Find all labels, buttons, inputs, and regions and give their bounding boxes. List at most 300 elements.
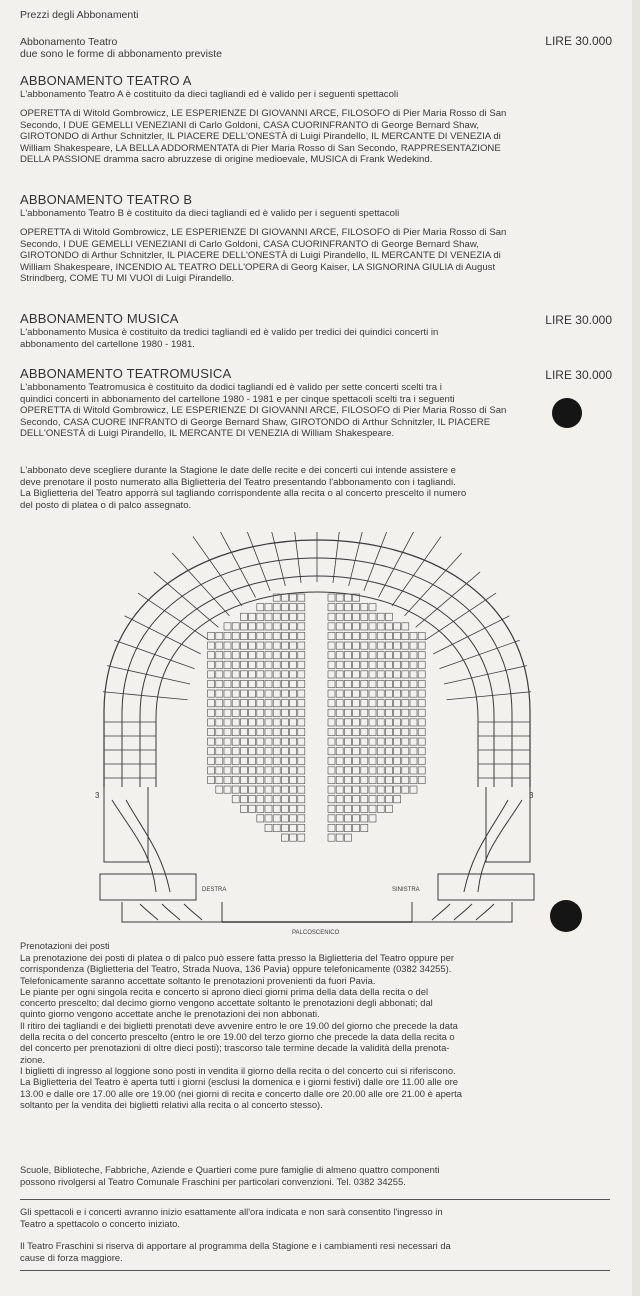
seat <box>281 719 288 726</box>
seat <box>232 786 239 793</box>
seat <box>257 632 264 639</box>
seat <box>410 652 417 659</box>
seat <box>336 671 343 678</box>
seat <box>298 594 305 601</box>
seat <box>240 700 247 707</box>
musica-heading: ABBONAMENTO MUSICA <box>20 311 179 326</box>
seat <box>385 652 392 659</box>
seat <box>224 671 231 678</box>
prenotazioni-line: corrispondenza (Biglietteria del Teatro, Strada Nuova, 136 Pavia) oppure telefonicamente (0382 34255). <box>20 963 452 975</box>
footer-line: cause di forza maggiore. <box>20 1251 123 1263</box>
seat <box>344 700 351 707</box>
seat <box>298 834 305 841</box>
seat <box>361 786 368 793</box>
seat <box>265 824 272 831</box>
seat <box>418 709 425 716</box>
seat <box>336 642 343 649</box>
seat <box>265 748 272 755</box>
prenotazioni-line: Il ritiro dei tagliandi e dei biglietti prenotati deve avvenire entro le ore 19.00 del giorno che precede la data <box>20 1019 458 1031</box>
seat <box>273 613 280 620</box>
seat <box>353 815 360 822</box>
seat <box>377 719 384 726</box>
seat <box>369 680 376 687</box>
seating-plan <box>92 532 542 944</box>
seat <box>344 623 351 630</box>
seat <box>281 671 288 678</box>
seat <box>418 690 425 697</box>
section-a-line: William Shakespeare, LA BELLA ADDORMENTATA di Pier Maria Rosso di San Secondo, RAPPRESENTAZIONE <box>20 142 501 154</box>
seat <box>377 786 384 793</box>
musica-body <box>20 327 615 350</box>
seat <box>265 690 272 697</box>
seat <box>290 767 297 774</box>
seat <box>410 757 417 764</box>
seat <box>265 642 272 649</box>
seat <box>249 623 256 630</box>
seat <box>410 786 417 793</box>
seat <box>344 661 351 668</box>
seat <box>377 796 384 803</box>
seat <box>281 709 288 716</box>
seat <box>298 767 305 774</box>
seat <box>249 613 256 620</box>
seat <box>361 767 368 774</box>
seat <box>240 748 247 755</box>
seat <box>208 767 215 774</box>
seat <box>344 604 351 611</box>
seat <box>402 709 409 716</box>
seat <box>353 709 360 716</box>
seat <box>216 776 223 783</box>
section-a-line: DELLA PASSIONE dramma sacro abruzzese di origine medioevale, MUSICA di Frank Wedekind. <box>20 154 433 165</box>
seat <box>418 700 425 707</box>
page-title: Prezzi degli Abbonamenti <box>20 9 139 21</box>
seat <box>232 767 239 774</box>
seat <box>377 805 384 812</box>
seat <box>265 613 272 620</box>
seat <box>281 690 288 697</box>
box-divider <box>378 532 418 597</box>
box-divider <box>138 593 209 640</box>
seat <box>361 613 368 620</box>
seat <box>281 824 288 831</box>
seat <box>369 728 376 735</box>
teatromusica-line: DELL'ONESTÀ di Luigi Pirandello, IL MERCANTE DI VENEZIA di William Shakespeare. <box>20 428 395 439</box>
seat <box>361 728 368 735</box>
seat <box>353 623 360 630</box>
seat <box>281 632 288 639</box>
section-a-heading: ABBONAMENTO TEATRO A <box>20 73 192 88</box>
seat <box>257 786 264 793</box>
seat <box>216 642 223 649</box>
seat <box>257 661 264 668</box>
seat <box>224 690 231 697</box>
seat <box>385 661 392 668</box>
seat <box>361 709 368 716</box>
seat <box>353 786 360 793</box>
seat <box>361 632 368 639</box>
seat <box>257 671 264 678</box>
seat <box>232 690 239 697</box>
seat <box>273 728 280 735</box>
seat <box>353 776 360 783</box>
seat <box>361 796 368 803</box>
seat <box>385 757 392 764</box>
seat <box>344 594 351 601</box>
seat <box>232 632 239 639</box>
seat <box>344 652 351 659</box>
seat <box>265 738 272 745</box>
seat <box>336 719 343 726</box>
seat <box>369 786 376 793</box>
seat <box>265 796 272 803</box>
seat <box>257 767 264 774</box>
seat <box>281 815 288 822</box>
seat <box>418 642 425 649</box>
seat <box>298 632 305 639</box>
box-divider <box>193 536 242 605</box>
seat <box>298 805 305 812</box>
seat <box>240 690 247 697</box>
seat <box>385 767 392 774</box>
notice-line: del posto di platea o di palco assegnato. <box>20 499 192 511</box>
seat <box>394 719 401 726</box>
punch-hole <box>550 900 582 932</box>
seat <box>298 709 305 716</box>
seat <box>336 824 343 831</box>
seat <box>298 680 305 687</box>
prenotazioni-line: soltanto per la vendita dei biglietti relativi alla recita o al concerto stesso). <box>20 1098 323 1110</box>
seat <box>336 623 343 630</box>
seat <box>249 757 256 764</box>
seat <box>208 709 215 716</box>
seat <box>240 642 247 649</box>
seat <box>224 632 231 639</box>
seat <box>249 642 256 649</box>
seat <box>232 776 239 783</box>
seat <box>353 690 360 697</box>
seat <box>394 680 401 687</box>
seat <box>290 738 297 745</box>
seat <box>281 748 288 755</box>
seat <box>328 728 335 735</box>
seat <box>402 776 409 783</box>
seat <box>257 738 264 745</box>
seat <box>402 786 409 793</box>
seat <box>216 748 223 755</box>
seat <box>353 680 360 687</box>
seat <box>281 623 288 630</box>
seat <box>281 652 288 659</box>
seat <box>240 719 247 726</box>
seat <box>336 690 343 697</box>
seat <box>290 642 297 649</box>
seat <box>257 690 264 697</box>
seat <box>249 805 256 812</box>
seat <box>353 728 360 735</box>
seat <box>377 728 384 735</box>
seat <box>344 757 351 764</box>
seat <box>257 613 264 620</box>
seat <box>344 671 351 678</box>
seat <box>385 738 392 745</box>
seat <box>249 671 256 678</box>
seat <box>410 661 417 668</box>
seat <box>377 661 384 668</box>
seat <box>224 719 231 726</box>
seat <box>281 594 288 601</box>
seat <box>394 690 401 697</box>
seat <box>273 757 280 764</box>
seat <box>361 700 368 707</box>
seat <box>328 757 335 764</box>
seat <box>377 671 384 678</box>
scuole-body <box>20 1164 615 1187</box>
teatromusica-line: quindici concerti in abbonamento del cartellone 1980 - 1981 e per cinque spettacoli scelti tra i seguenti <box>20 393 455 405</box>
seat <box>298 604 305 611</box>
seat <box>369 604 376 611</box>
seat <box>216 690 223 697</box>
seat <box>249 748 256 755</box>
seat <box>369 815 376 822</box>
seat <box>328 776 335 783</box>
seat <box>290 728 297 735</box>
seat <box>353 700 360 707</box>
box-tier-label: 3 <box>95 791 100 800</box>
seat <box>361 719 368 726</box>
seat <box>377 776 384 783</box>
seat <box>290 623 297 630</box>
teatromusica-heading: ABBONAMENTO TEATROMUSICA <box>20 366 232 381</box>
seat <box>208 680 215 687</box>
seat <box>257 642 264 649</box>
seat <box>418 776 425 783</box>
prenotazioni-line: La Biglietteria del Teatro è aperta tutti i giorni (esclusi la domenica e i giorni festivi) dalle ore 11.00 alle ore <box>20 1076 458 1088</box>
seat <box>240 776 247 783</box>
seat <box>336 613 343 620</box>
seat <box>344 786 351 793</box>
seat <box>298 700 305 707</box>
seat <box>281 728 288 735</box>
seat <box>232 738 239 745</box>
seat <box>353 767 360 774</box>
seat <box>257 748 264 755</box>
seat <box>410 719 417 726</box>
teatro-label: Abbonamento Teatro <box>20 36 118 48</box>
seat <box>377 652 384 659</box>
seat <box>394 642 401 649</box>
seat <box>361 671 368 678</box>
teatromusica-price: LIRE 30.000 <box>545 368 612 382</box>
seat <box>353 642 360 649</box>
seat <box>249 719 256 726</box>
seat <box>249 632 256 639</box>
seat <box>224 757 231 764</box>
seat <box>249 776 256 783</box>
seat <box>290 604 297 611</box>
seat <box>281 767 288 774</box>
musica-price: LIRE 30.000 <box>545 313 612 327</box>
seat <box>328 680 335 687</box>
seat <box>336 748 343 755</box>
prenotazioni-line: zione. <box>20 1053 46 1065</box>
seat <box>410 671 417 678</box>
seat <box>410 776 417 783</box>
seat <box>377 738 384 745</box>
seat <box>402 632 409 639</box>
seat <box>394 776 401 783</box>
page-edge <box>632 0 640 1296</box>
seat <box>208 642 215 649</box>
seat <box>249 680 256 687</box>
seat <box>208 661 215 668</box>
seat <box>249 796 256 803</box>
seat <box>290 709 297 716</box>
seat <box>224 700 231 707</box>
seat <box>353 661 360 668</box>
seat <box>208 690 215 697</box>
seat <box>353 757 360 764</box>
seat <box>232 748 239 755</box>
seat <box>249 652 256 659</box>
teatromusica-line: L'abbonamento Teatromusica è costituito da dodici tagliandi ed è valido per sette concerti scelti tra i <box>20 382 442 393</box>
seat <box>265 786 272 793</box>
seat <box>281 776 288 783</box>
teatromusica-body <box>20 382 615 440</box>
seat <box>402 690 409 697</box>
seat <box>298 757 305 764</box>
seat <box>328 709 335 716</box>
seat <box>273 776 280 783</box>
seat <box>385 748 392 755</box>
seat <box>344 632 351 639</box>
seat <box>232 652 239 659</box>
seat <box>385 623 392 630</box>
punch-hole <box>552 398 582 428</box>
seat <box>328 690 335 697</box>
seat <box>224 738 231 745</box>
teatromusica-line: OPERETTA di Witold Gombrowicz, LE ESPERIENZE DI GIOVANNI ARCE, FILOSOFO di Pier Maria Rosso di San <box>20 405 507 416</box>
seat <box>257 700 264 707</box>
prenotazioni-line: del concerto per prenotazioni di oltre dieci posti); trascorso tale termine decade la validità della prenota- <box>20 1042 450 1054</box>
seat <box>394 661 401 668</box>
seat <box>249 786 256 793</box>
seat <box>265 767 272 774</box>
seat <box>240 632 247 639</box>
box-divider <box>291 532 301 583</box>
seat <box>240 671 247 678</box>
seat <box>298 748 305 755</box>
seat <box>240 623 247 630</box>
seat <box>273 824 280 831</box>
seat <box>240 613 247 620</box>
seat <box>257 604 264 611</box>
seat <box>257 805 264 812</box>
seat <box>336 604 343 611</box>
seat <box>208 738 215 745</box>
seat <box>402 738 409 745</box>
seat <box>224 661 231 668</box>
seat <box>353 748 360 755</box>
seat <box>216 757 223 764</box>
seat <box>298 776 305 783</box>
seat <box>281 613 288 620</box>
seat <box>394 700 401 707</box>
seat <box>328 796 335 803</box>
seat <box>369 719 376 726</box>
seat <box>224 642 231 649</box>
seat <box>232 728 239 735</box>
prenotazioni-line: La prenotazione dei posti di platea o di palco può essere fatta presso la Biglietteria del Teatro oppure per <box>20 952 454 963</box>
section-a-intro: L'abbonamento Teatro A è costituito da dieci tagliandi ed è valido per i seguenti spettacoli <box>20 89 399 100</box>
seat <box>418 748 425 755</box>
seat <box>377 709 384 716</box>
musica-line: L'abbonamento Musica è costituito da tredici tagliandi ed è valido per tredici dei quindici concerti in <box>20 327 439 338</box>
seat <box>265 776 272 783</box>
seat <box>361 805 368 812</box>
seat <box>290 671 297 678</box>
seat <box>377 690 384 697</box>
seat <box>385 671 392 678</box>
seat <box>369 738 376 745</box>
seat <box>353 613 360 620</box>
seat <box>265 671 272 678</box>
seat <box>257 728 264 735</box>
seat <box>240 709 247 716</box>
seat <box>290 700 297 707</box>
seat <box>336 796 343 803</box>
seat <box>265 632 272 639</box>
seat <box>273 680 280 687</box>
seat <box>361 680 368 687</box>
seat <box>418 661 425 668</box>
seat <box>385 776 392 783</box>
seat <box>336 728 343 735</box>
seat <box>298 796 305 803</box>
footer-changes <box>20 1240 615 1263</box>
seat <box>273 796 280 803</box>
seat <box>344 796 351 803</box>
seat <box>273 671 280 678</box>
seat <box>298 671 305 678</box>
seat <box>224 776 231 783</box>
prenotazioni-title: Prenotazioni dei posti <box>20 940 110 951</box>
seat <box>385 613 392 620</box>
seat <box>377 642 384 649</box>
seat <box>361 604 368 611</box>
seat <box>208 757 215 764</box>
seat <box>369 613 376 620</box>
seat <box>281 642 288 649</box>
footer-line: Il Teatro Fraschini si riserva di apportare al programma della Stagione e i cambiamenti resi necessari da <box>20 1240 451 1251</box>
divider <box>20 1270 610 1271</box>
section-a-line: OPERETTA di Witold Gombrowicz, LE ESPERIENZE DI GIOVANNI ARCE, FILOSOFO di Pier Maria Rosso di San <box>20 108 507 119</box>
seat <box>265 805 272 812</box>
seat <box>208 632 215 639</box>
seat <box>232 700 239 707</box>
box-tier-label: 3 <box>529 791 534 800</box>
seat <box>265 719 272 726</box>
section-b-line: Secondo, I DUE GEMELLI VENEZIANI di Carlo Goldoni, CASA CUORINFRANTO di George Bernard Shaw, <box>20 238 479 250</box>
seat <box>353 632 360 639</box>
seat <box>298 719 305 726</box>
seat <box>353 796 360 803</box>
seat <box>249 700 256 707</box>
seat <box>328 604 335 611</box>
seat <box>344 738 351 745</box>
seat <box>273 623 280 630</box>
seat <box>410 767 417 774</box>
